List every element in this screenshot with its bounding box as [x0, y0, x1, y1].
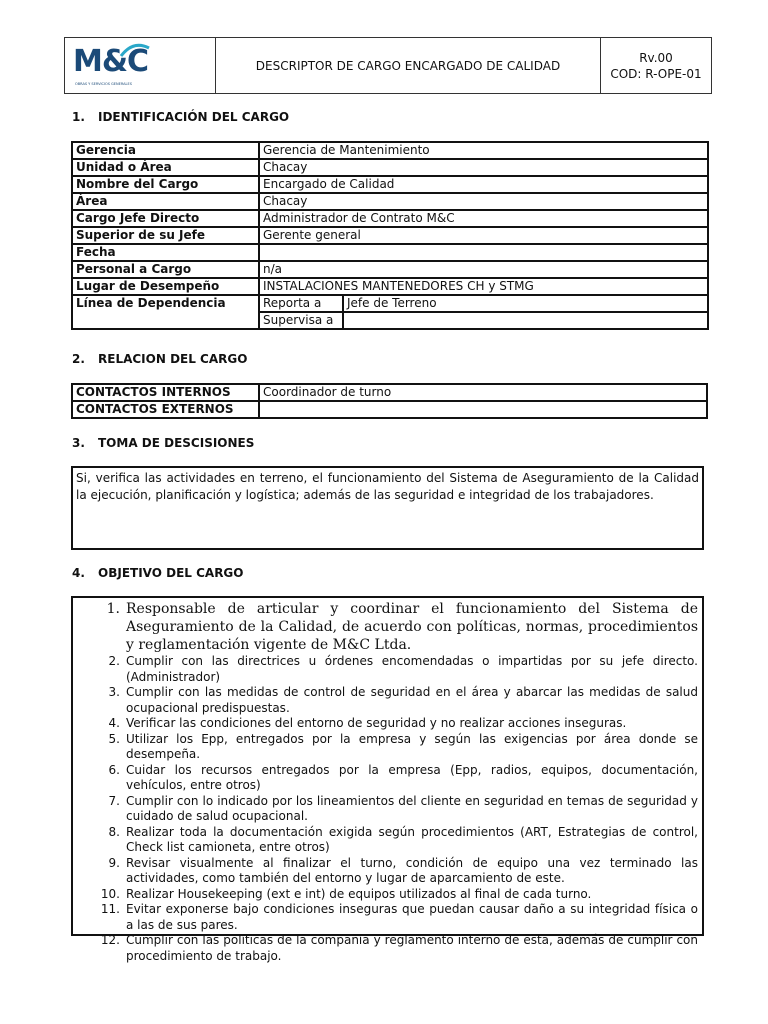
document-code-block — [601, 38, 711, 93]
row-label: Personal a Cargo — [72, 261, 259, 278]
row-value: Gerente general — [259, 227, 708, 244]
item-text: Cumplir con lo indicado por los lineamientos del cliente en seguridad en temas de seguridad y cuidado de salud ocupacional. — [126, 793, 698, 823]
table-row — [72, 401, 707, 418]
row-label: Lugar de Desempeño — [72, 278, 259, 295]
item-text: Verificar las condiciones del entorno de seguridad y no realizar acciones inseguras. — [126, 716, 627, 730]
item-number: 10. — [100, 886, 120, 901]
section-number: 1. — [72, 110, 85, 124]
item-number: 2. — [108, 654, 120, 668]
row-value — [259, 401, 707, 418]
row-value: Coordinador de turno — [259, 384, 707, 401]
list-item — [73, 654, 698, 685]
list-item — [73, 685, 698, 716]
row-label: Gerencia — [72, 142, 259, 159]
document-code: COD: R-OPE-01 — [610, 66, 702, 81]
revision-label: Rv.00 — [639, 50, 673, 65]
item-text: Realizar toda la documentación exigida según procedimientos (ART, Estrategias de control, Check list camioneta, entre otros) — [126, 824, 698, 854]
table-row — [72, 278, 708, 295]
item-text: Revisar visualmente al finalizar el turno, condición de equipo una vez terminado las actividades, como también del entorno y lugar de aparcamiento de este. — [126, 855, 698, 885]
row-value: INSTALACIONES MANTENEDORES CH y STMG — [259, 278, 708, 295]
row-value: Encargado de Calidad — [259, 176, 708, 193]
row-label: CONTACTOS INTERNOS — [72, 384, 259, 401]
row-value: Chacay — [259, 193, 708, 210]
table-row — [72, 295, 708, 312]
item-number: 9. — [108, 855, 120, 870]
item-text: Responsable de articular y coordinar el funcionamiento del Sistema de Aseguramiento de la Calidad, de acuerdo con políticas, normas, procedimientos y reglamentación vigente de M&C Ltda. — [126, 601, 698, 653]
item-number: 3. — [108, 685, 120, 699]
relation-table — [71, 383, 708, 419]
table-row — [72, 159, 708, 176]
list-item — [73, 763, 698, 794]
table-row — [72, 244, 708, 261]
item-text: Cumplir con las medidas de control de seguridad en el área y abarcar las medidas de salud ocupacional predispuestas. — [126, 685, 698, 715]
list-item — [73, 716, 698, 732]
table-row — [72, 176, 708, 193]
document-title: DESCRIPTOR DE CARGO ENCARGADO DE CALIDAD — [216, 38, 601, 93]
list-item — [73, 794, 698, 825]
supervisa-value — [343, 312, 708, 329]
item-number: 12. — [100, 933, 120, 947]
item-text: Cumplir con las políticas de la compañía y reglamento interno de esta, además de cumplir con procedimiento de trabajo. — [126, 933, 698, 963]
row-value — [259, 244, 708, 261]
section-number: 4. — [72, 566, 85, 580]
decision-description: Si, verifica las actividades en terreno, el funcionamiento del Sistema de Aseguramiento de la Calidad la ejecución, planificación y logística; además de las seguridad e integridad de los trabajadores. — [71, 466, 704, 550]
reporta-value: Jefe de Terreno — [343, 295, 708, 312]
table-row — [72, 142, 708, 159]
table-row — [72, 210, 708, 227]
section-2-heading — [72, 352, 247, 366]
section-title: IDENTIFICACIÓN DEL CARGO — [98, 110, 290, 124]
section-1-heading — [72, 110, 289, 124]
identification-table — [71, 141, 709, 330]
item-number: 7. — [108, 793, 120, 808]
list-item — [73, 600, 698, 654]
row-label: Cargo Jefe Directo — [72, 210, 259, 227]
item-number: 5. — [108, 731, 120, 746]
document-header — [64, 37, 712, 94]
item-text: Realizar Housekeeping (ext e int) de equipos utilizados al final de cada turno. — [126, 886, 592, 901]
row-value: Gerencia de Mantenimiento — [259, 142, 708, 159]
list-item — [73, 933, 698, 964]
section-title: TOMA DE DESCISIONES — [98, 436, 255, 450]
reporta-label: Reporta a — [259, 295, 343, 312]
table-row — [72, 193, 708, 210]
row-label: Área — [72, 193, 259, 210]
row-value: Chacay — [259, 159, 708, 176]
table-row — [72, 384, 707, 401]
item-text: Utilizar los Epp, entregados por la empresa y según las exigencias por área donde se desempeña. — [126, 731, 698, 761]
section-title: RELACION DEL CARGO — [98, 352, 248, 366]
item-text: Evitar exponerse bajo condiciones inseguras que puedan causar daño a su integridad física o a las de sus pares. — [126, 902, 698, 932]
list-item — [73, 887, 698, 903]
item-text: Cuidar los recursos entregados por la empresa (Epp, radios, equipos, documentación, vehículos, entre otros) — [126, 762, 698, 792]
item-number: 6. — [108, 762, 120, 777]
row-label: Fecha — [72, 244, 259, 261]
item-number: 8. — [108, 824, 120, 839]
section-title: OBJETIVO DEL CARGO — [98, 566, 244, 580]
section-4-heading — [72, 566, 243, 580]
row-label: Superior de su Jefe — [72, 227, 259, 244]
section-3-heading — [72, 436, 254, 450]
list-item — [73, 825, 698, 856]
list-item — [73, 732, 698, 763]
row-value: n/a — [259, 261, 708, 278]
supervisa-label: Supervisa a — [259, 312, 343, 329]
list-item — [73, 856, 698, 887]
item-number: 1. — [106, 601, 120, 617]
section-number: 3. — [72, 436, 85, 450]
table-row — [72, 227, 708, 244]
company-logo — [65, 38, 216, 93]
row-label: Unidad o Área — [72, 159, 259, 176]
row-value: Administrador de Contrato M&C — [259, 210, 708, 227]
row-label: Nombre del Cargo — [72, 176, 259, 193]
objectives-list — [71, 596, 704, 963]
logo-text: M&C — [73, 44, 149, 79]
item-number: 4. — [108, 716, 120, 730]
logo-subtext: OBRAS Y SERVICIOS GENERALES — [75, 82, 132, 86]
row-label: Línea de Dependencia — [72, 295, 259, 329]
item-number: 11. — [100, 902, 120, 916]
list-item — [73, 902, 698, 933]
section-number: 2. — [72, 352, 85, 366]
table-row — [72, 261, 708, 278]
item-text: Cumplir con las directrices u órdenes encomendadas o impartidas por su jefe directo. (Administrador) — [126, 654, 698, 684]
row-label: CONTACTOS EXTERNOS — [72, 401, 259, 418]
